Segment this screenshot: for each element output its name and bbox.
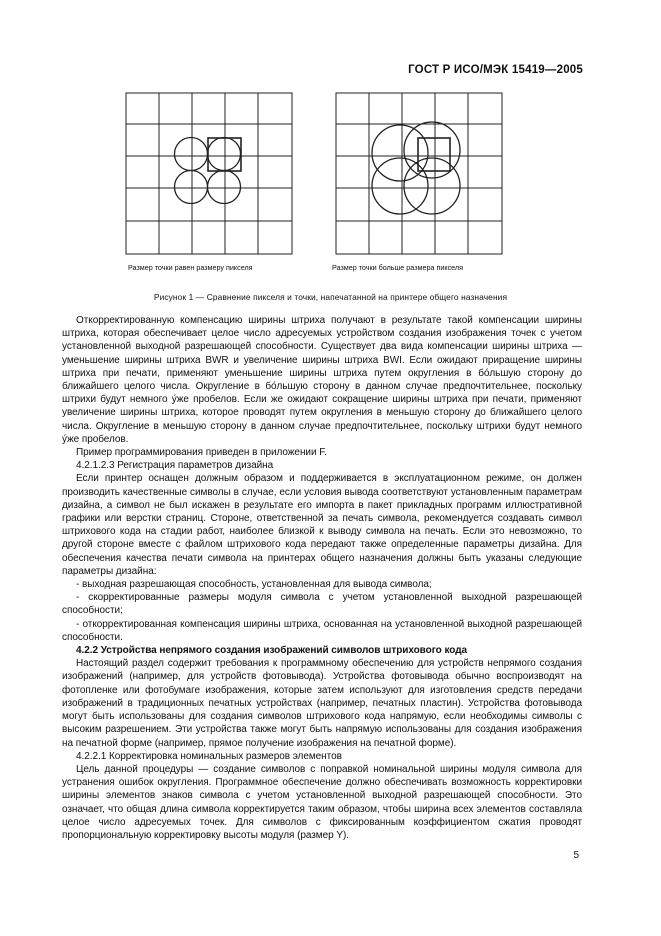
body-text <box>62 314 582 842</box>
list-item: - скорректированные размеры модуля символа с учетом установленной выходной разрешающей способности; <box>62 592 582 617</box>
figure-caption: Рисунок 1 — Сравнение пикселя и точки, напечатанной на принтере общего назначения <box>153 292 508 302</box>
subsection-heading: 4.2.1.2.3 Регистрация параметров дизайна <box>76 460 274 472</box>
page-number: 5 <box>573 850 579 861</box>
paragraph: Откорректированную компенсацию ширины штриха получают в результате такой компенсации ширины штриха, которая обеспечивает целое число адресуемых устройством создания изображения точек с учетом установленной выходной разрешающей способности. Существует два вида компенсации ширины штриха — уменьшение ширины штриха BWR и увеличение ширины штриха BWI. Если ожидают приращение ширины штриха при печати, применяют уменьшение ширины штриха путем округления в бо́льшую сторону до ближайшего целого числа. Округление в бо́льшую сторону в данном случае предпочтительнее, поскольку штрихи будут немного у́же пробелов. Если же ожидают сокращение ширины штриха при печати, применяют увеличение ширины штриха, которое проводят путем округления в меньшую сторону до ближайшего целого числа. Округление в меньшую сторону в данном случае предпочтительнее, поскольку штрихи будут немного у́же пробелов. <box>62 315 582 445</box>
section-heading: 4.2.2 Устройства непрямого создания изображений символов штрихового кода <box>76 645 468 657</box>
paragraph: Пример программирования приведен в приложении F. <box>76 447 327 459</box>
figure-pixel-dot-comparison <box>0 91 661 291</box>
left-grid <box>126 93 292 254</box>
list-item: - выходная разрешающая способность, установленная для вывода символа; <box>76 579 432 591</box>
left-dots <box>175 138 242 204</box>
paragraph: Цель данной процедуры — создание символов с поправкой номинальной ширины модуля символа для устранения ошибок округления. Программное обеспечение должно обеспечивать возможность корректировки ширины элементов знаков символа с учетом установленной выходной разрешающей способности. Это означает, что общая длина символа корректируется таким образом, чтобы ширина всех элементов составляла целое число адресуемых точек. Для символов с фиксированным коэффициентом сжатия проводят пропорциональную корректировку высоты модуля (размер Y). <box>62 763 582 841</box>
list-item: - откорректированная компенсация ширины штриха, основанная на установленной выходной разрешающей способности. <box>62 618 582 643</box>
subsection-heading: 4.2.2.1 Корректировка номинальных размеров элементов <box>76 750 342 762</box>
left-figure-label: Размер точки равен размеру пикселя <box>128 263 253 272</box>
right-dots <box>372 122 460 214</box>
right-figure-label: Размер точки больше размера пикселя <box>332 263 464 272</box>
paragraph: Если принтер оснащен должным образом и поддерживается в эксплуатационном режиме, он должен производить качественные символы в случае, если условия вывода соответствуют установленным параметрам дизайна, а символ не был искажен в результате его импорта в пакет прикладных программ иллюстративной графики или верстки страниц. Стороне, ответственной за печать символа, рекомендуется создавать символ штрихового кода на стадии работ, наиболее близкой к выводу символа на печать. Если это невозможно, то другой стороне вместе с файлом штрихового кода передают также определенные параметры дизайна. Для обеспечения качества печати символа на принтерах общего назначения должны быть указаны следующие параметры дизайна: <box>62 473 582 577</box>
paragraph: Настоящий раздел содержит требования к программному обеспечению для устройств непрямого создания изображений (например, для устройств фотовывода). Устройства фотовывода обычно воспроизводят на фотопленке или фотобумаге изображения, которые затем используют для изготовления средств передачи изображений в традиционных печатных устройствах (например, печатных пластин). Устройства фотовывода могут быть использованы для создания символов штрихового кода напрямую, если необходимы символы с высоким разрешением. Эти устройства также могут быть напрямую использованы для создания изображения на печатной форме (например, прямое получение изображения на печатной форме). <box>62 658 582 749</box>
document-header: ГОСТ Р ИСО/МЭК 15419—2005 <box>408 64 583 76</box>
